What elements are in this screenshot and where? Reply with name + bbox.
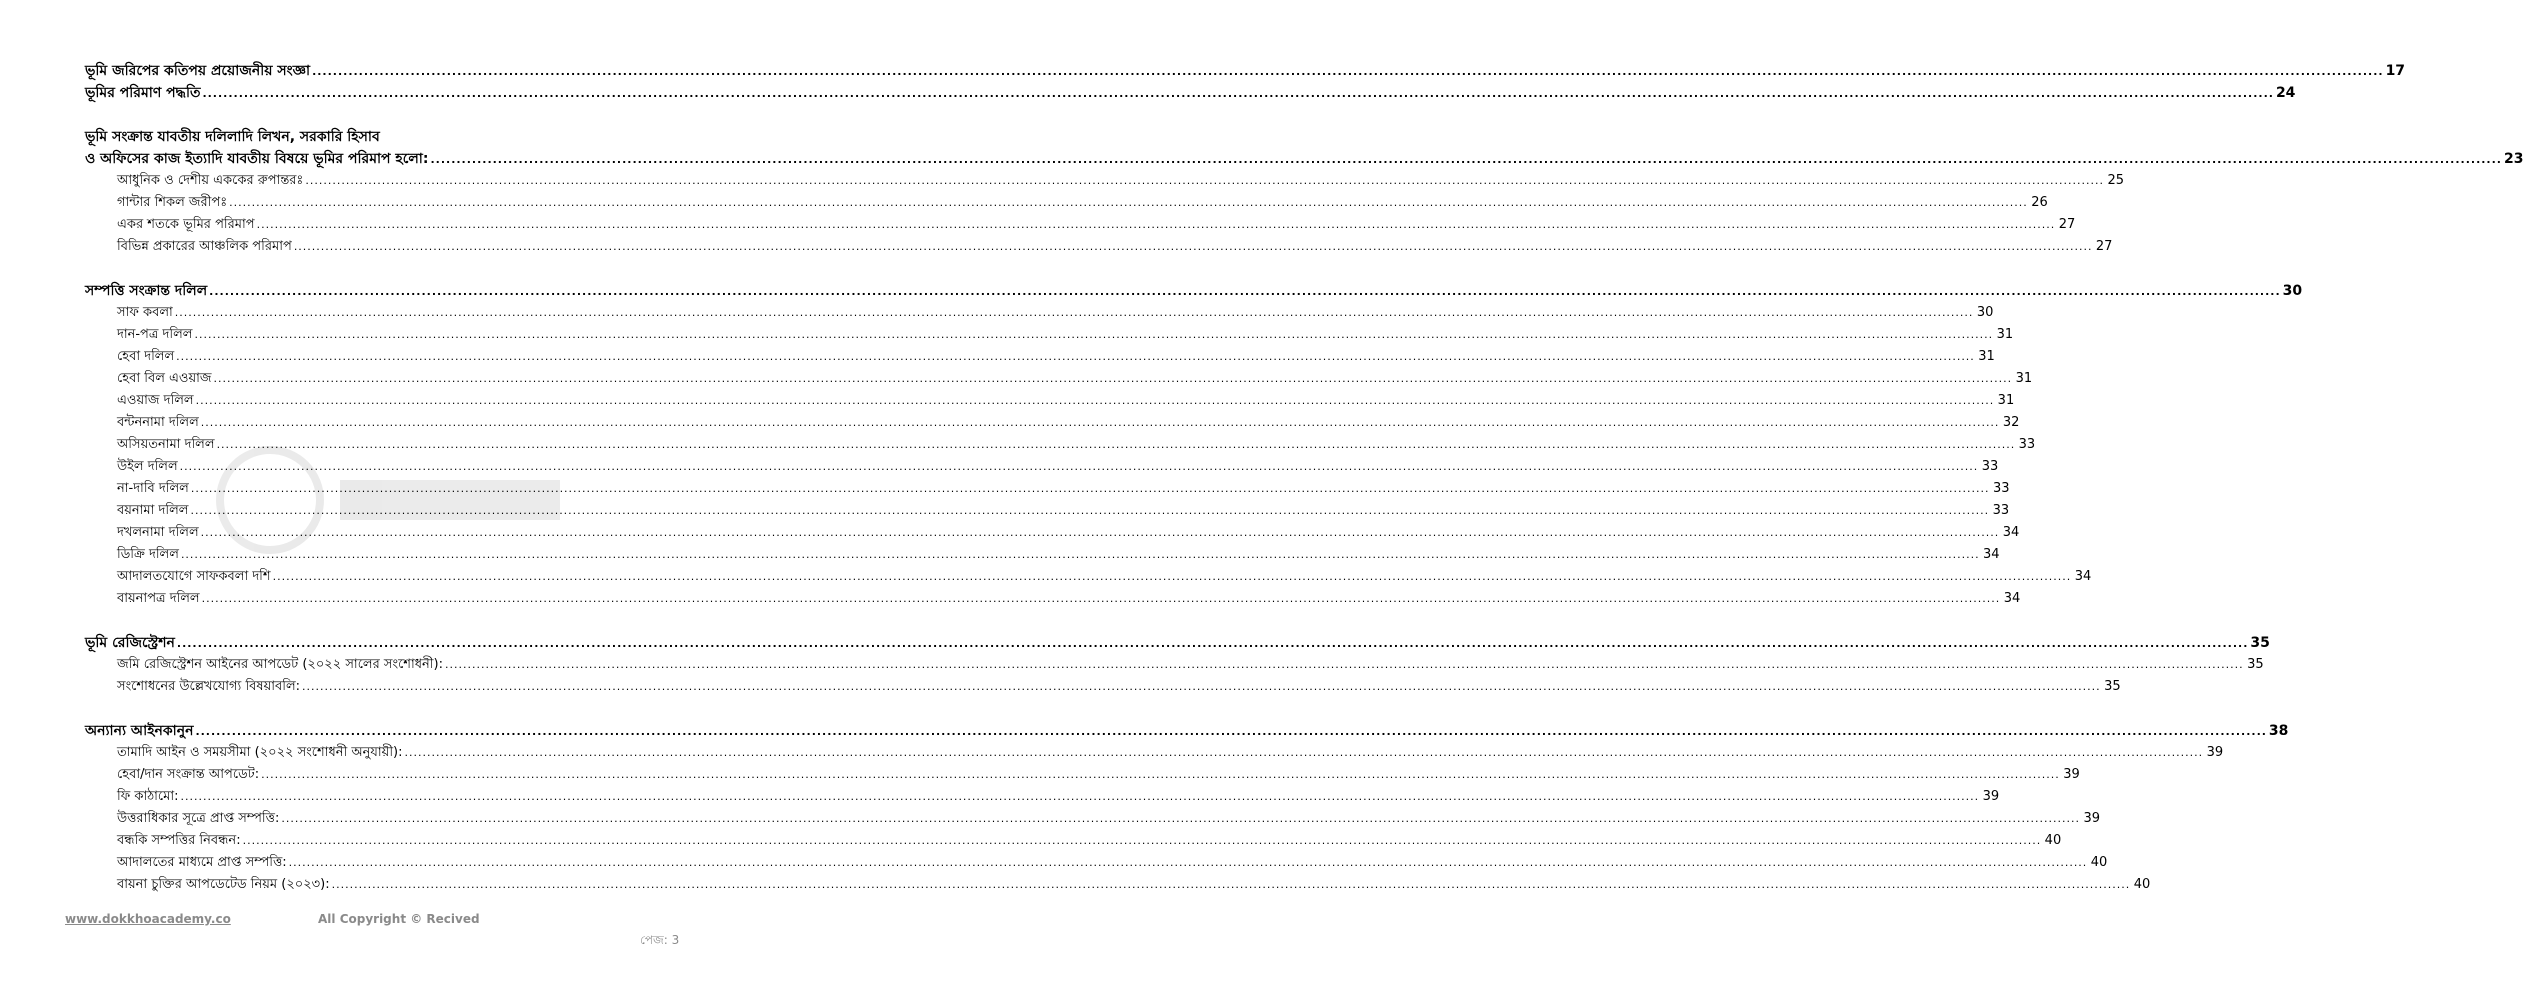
toc-entry-title: বন্টননামা দলিল <box>117 415 199 430</box>
dot-leader: ................................................................................................................................................................................................................................................................................................................................................................................................................ <box>195 725 2267 738</box>
toc-entry-title: উইল দলিল <box>117 459 178 474</box>
toc-subentry[interactable] <box>85 346 1995 368</box>
dot-leader: ................................................................................................................................................................................................................................................................................................................................................................................................................ <box>190 482 1990 495</box>
toc-subentry[interactable] <box>85 236 2113 258</box>
toc-entry-page: 39 <box>2083 811 2100 826</box>
toc-entry-page: 30 <box>1976 305 1994 320</box>
dot-leader: ................................................................................................................................................................................................................................................................................................................................................................................................................ <box>404 746 2204 759</box>
footer-copyright: All Copyright © Recived <box>318 912 480 926</box>
toc-entry-title: অসিয়তনামা দলিল <box>117 437 215 452</box>
toc-entry-title: না-দাবি দলিল <box>117 481 189 496</box>
toc-entry-title: ও অফিসের কাজ ইত্যাদি যাবতীয় বিষয়ে ভূমির পরিমাপ হলো: <box>85 151 429 167</box>
toc-entry-title: সাফ কবলা <box>117 305 173 320</box>
dot-leader: ................................................................................................................................................................................................................................................................................................................................................................................................................ <box>293 240 2093 253</box>
toc-subentry[interactable] <box>85 654 2264 676</box>
toc-entry-title: দান-পত্র দলিল <box>117 327 193 342</box>
toc-entry-page: 26 <box>2031 195 2048 210</box>
toc-entry-title: এওয়াজ দলিল <box>117 393 194 408</box>
toc-subentry[interactable] <box>85 412 2020 434</box>
toc-entry-page: 40 <box>2044 833 2062 848</box>
toc-entry-title: হেবা/দান সংক্রান্ত আপডেট: <box>117 767 260 782</box>
toc-entry-title: ফি কাঠামো: <box>117 789 179 804</box>
dot-leader: ................................................................................................................................................................................................................................................................................................................................................................................................................ <box>281 812 2080 825</box>
dot-leader: ................................................................................................................................................................................................................................................................................................................................................................................................................ <box>202 87 2274 100</box>
toc-entry-page: 27 <box>2058 217 2076 232</box>
toc-entry-title: ভূমি রেজিস্ট্রেশন <box>85 635 175 651</box>
footer-page-number: পেজ: 3 <box>640 933 680 947</box>
dot-leader: ................................................................................................................................................................................................................................................................................................................................................................................................................ <box>179 460 1979 473</box>
table-of-contents <box>85 60 2523 896</box>
toc-entry-page: 31 <box>1978 349 1995 364</box>
toc-entry-title: ডিক্রি দলিল <box>117 547 179 562</box>
section-spacer <box>85 104 680 126</box>
section-spacer <box>85 698 680 720</box>
toc-subentry[interactable] <box>85 170 2124 192</box>
dot-leader: ................................................................................................................................................................................................................................................................................................................................................................................................................ <box>430 153 2502 166</box>
toc-entry-page: 35 <box>2250 635 2270 651</box>
dot-leader: ................................................................................................................................................................................................................................................................................................................................................................................................................ <box>444 658 2244 671</box>
toc-entry-page: 40 <box>2133 877 2151 892</box>
toc-subentry[interactable] <box>85 500 2010 522</box>
toc-section-entry[interactable] <box>85 60 2406 82</box>
dot-leader: ................................................................................................................................................................................................................................................................................................................................................................................................................ <box>302 680 2101 693</box>
dot-leader: ................................................................................................................................................................................................................................................................................................................................................................................................................ <box>213 372 2013 385</box>
toc-section-entry[interactable] <box>85 82 2296 104</box>
toc-subentry[interactable] <box>85 786 2000 808</box>
toc-entry-page: 39 <box>2063 767 2080 782</box>
dot-leader: ................................................................................................................................................................................................................................................................................................................................................................................................................ <box>216 438 2016 451</box>
toc-subentry[interactable] <box>85 676 2121 698</box>
dot-leader: ................................................................................................................................................................................................................................................................................................................................................................................................................ <box>201 592 2001 605</box>
toc-entry-page: 39 <box>2206 745 2224 760</box>
toc-subentry[interactable] <box>85 808 2100 830</box>
dot-leader: ................................................................................................................................................................................................................................................................................................................................................................................................................ <box>256 218 2056 231</box>
dot-leader: ................................................................................................................................................................................................................................................................................................................................................................................................................ <box>176 350 1975 363</box>
toc-subentry[interactable] <box>85 764 2080 786</box>
toc-entry-page: 31 <box>1997 393 2015 408</box>
toc-subentry[interactable] <box>85 192 2048 214</box>
toc-entry-page: 31 <box>1996 327 2014 342</box>
toc-subentry[interactable] <box>85 368 2033 390</box>
toc-entry-title: বয়নামা দলিল <box>117 503 189 518</box>
toc-entry-page: 34 <box>2002 525 2020 540</box>
toc-entry-page: 27 <box>2095 239 2113 254</box>
toc-entry-page: 32 <box>2002 415 2020 430</box>
toc-subentry[interactable] <box>85 302 1994 324</box>
toc-subentry[interactable] <box>85 522 2020 544</box>
dot-leader: ................................................................................................................................................................................................................................................................................................................................................................................................................ <box>180 548 1980 561</box>
toc-entry-page: 33 <box>2018 437 2036 452</box>
toc-subentry[interactable] <box>85 566 2092 588</box>
section-spacer <box>85 258 680 280</box>
toc-section-entry[interactable] <box>85 280 2303 302</box>
toc-subentry[interactable] <box>85 874 2151 896</box>
dot-leader: ................................................................................................................................................................................................................................................................................................................................................................................................................ <box>180 790 1980 803</box>
toc-entry-title: ভূমির পরিমাণ পদ্ধতি <box>85 85 201 101</box>
toc-subentry[interactable] <box>85 214 2076 236</box>
toc-entry-title: আদালতযোগে সাফকবলা দশি <box>117 569 271 584</box>
toc-entry-title: ভূমি জরিপের কতিপয় প্রয়োজনীয় সংজ্ঞা <box>85 63 311 79</box>
toc-subentry[interactable] <box>85 544 2000 566</box>
toc-entry-page: 34 <box>1983 547 2000 562</box>
toc-entry-title: জমি রেজিস্ট্রেশন আইনের আপডেট (২০২২ সালের সংশোধনী): <box>117 657 443 672</box>
dot-leader: ................................................................................................................................................................................................................................................................................................................................................................................................................ <box>200 526 2000 539</box>
toc-entry-title: বায়নাপত্র দলিল <box>117 591 200 606</box>
dot-leader: ................................................................................................................................................................................................................................................................................................................................................................................................................ <box>209 285 2281 298</box>
toc-entry-page: 34 <box>2074 569 2092 584</box>
dot-leader: ................................................................................................................................................................................................................................................................................................................................................................................................................ <box>229 196 2028 209</box>
toc-entry-page: 35 <box>2247 657 2264 672</box>
toc-entry-title: গান্টার শিকল জরীপঃ <box>117 195 228 210</box>
dot-leader: ................................................................................................................................................................................................................................................................................................................................................................................................................ <box>312 65 2384 78</box>
toc-entry-title: আদালতের মাধ্যমে প্রাপ্ত সম্পত্তি: <box>117 855 287 870</box>
toc-subentry[interactable] <box>85 830 2062 852</box>
toc-entry-page: 25 <box>2107 173 2124 188</box>
toc-entry-page: 30 <box>2282 283 2303 299</box>
dot-leader: ................................................................................................................................................................................................................................................................................................................................................................................................................ <box>272 570 2072 583</box>
dot-leader: ................................................................................................................................................................................................................................................................................................................................................................................................................ <box>200 416 2000 429</box>
toc-entry-title: হেবা দলিল <box>117 349 175 364</box>
toc-entry-title: সংশোধনের উল্লেখযোগ্য বিষয়াবলি: <box>117 679 301 694</box>
toc-entry-page: 24 <box>2275 85 2296 101</box>
toc-entry-page: 34 <box>2003 591 2021 606</box>
dot-leader: ................................................................................................................................................................................................................................................................................................................................................................................................................ <box>331 878 2131 891</box>
toc-entry-title: দখলনামা দলিল <box>117 525 199 540</box>
toc-entry-title: বিভিন্ন প্রকারের আঞ্চলিক পরিমাপ <box>117 239 292 254</box>
toc-entry-page: 39 <box>1982 789 2000 804</box>
toc-subentry[interactable] <box>85 852 2108 874</box>
dot-leader: ................................................................................................................................................................................................................................................................................................................................................................................................................ <box>190 504 1990 517</box>
dot-leader: ................................................................................................................................................................................................................................................................................................................................................................................................................ <box>242 834 2042 847</box>
toc-subentry[interactable] <box>85 742 2224 764</box>
section-spacer <box>85 610 680 632</box>
toc-entry-page: 35 <box>2104 679 2121 694</box>
dot-leader: ................................................................................................................................................................................................................................................................................................................................................................................................................ <box>174 306 1974 319</box>
footer-website-link[interactable]: www.dokkhoacademy.co <box>65 912 231 926</box>
toc-entry-title: অন্যান্য আইনকানুন <box>85 723 194 739</box>
toc-subentry[interactable] <box>85 478 2010 500</box>
toc-subentry[interactable] <box>85 456 1999 478</box>
toc-subentry[interactable] <box>85 588 2021 610</box>
toc-subentry[interactable] <box>85 390 2015 412</box>
toc-entry-page: 17 <box>2385 63 2406 79</box>
dot-leader: ................................................................................................................................................................................................................................................................................................................................................................................................................ <box>288 856 2088 869</box>
toc-section-entry[interactable] <box>85 148 2523 170</box>
toc-entry-title: আধুনিক ও দেশীয় এককের রুপান্তরঃ <box>117 173 304 188</box>
toc-entry-page: 31 <box>2015 371 2033 386</box>
toc-entry-page: 40 <box>2090 855 2108 870</box>
dot-leader: ................................................................................................................................................................................................................................................................................................................................................................................................................ <box>176 637 2249 650</box>
toc-entry-page: 33 <box>1981 459 1999 474</box>
toc-entry-title: উত্তরাধিকার সূত্রে প্রাপ্ত সম্পত্তি: <box>117 811 280 826</box>
toc-entry-title: তামাদি আইন ও সময়সীমা (২০২২ সংশোধনী অনুযায়ী): <box>117 745 403 760</box>
toc-entry-title: বায়না চুক্তির আপডেটেড নিয়ম (২০২৩): <box>117 877 330 892</box>
toc-subentry[interactable] <box>85 324 2014 346</box>
toc-section-entry[interactable] <box>85 632 2270 654</box>
toc-entry-page: 33 <box>1992 503 2010 518</box>
dot-leader: ................................................................................................................................................................................................................................................................................................................................................................................................................ <box>194 328 1994 341</box>
toc-entry-title: সম্পত্তি সংক্রান্ত দলিল <box>85 283 208 299</box>
toc-entry-title: হেবা বিল এওয়াজ <box>117 371 212 386</box>
dot-leader: ................................................................................................................................................................................................................................................................................................................................................................................................................ <box>305 174 2104 187</box>
toc-subentry[interactable] <box>85 434 2036 456</box>
toc-entry-title: বন্ধকি সম্পত্তির নিবন্ধন: <box>117 833 241 848</box>
toc-entry-page: 33 <box>1992 481 2010 496</box>
toc-entry-title: একর শতকে ভূমির পরিমাপ <box>117 217 255 232</box>
toc-entry-page: 23 <box>2503 151 2523 167</box>
dot-leader: ................................................................................................................................................................................................................................................................................................................................................................................................................ <box>261 768 2060 781</box>
toc-section-entry[interactable] <box>85 720 2289 742</box>
toc-section-heading: ভূমি সংক্রান্ত যাবতীয় দলিলাদি লিখন, সরকারি হিসাব <box>85 129 380 145</box>
dot-leader: ................................................................................................................................................................................................................................................................................................................................................................................................................ <box>195 394 1995 407</box>
toc-entry-page: 38 <box>2268 723 2289 739</box>
